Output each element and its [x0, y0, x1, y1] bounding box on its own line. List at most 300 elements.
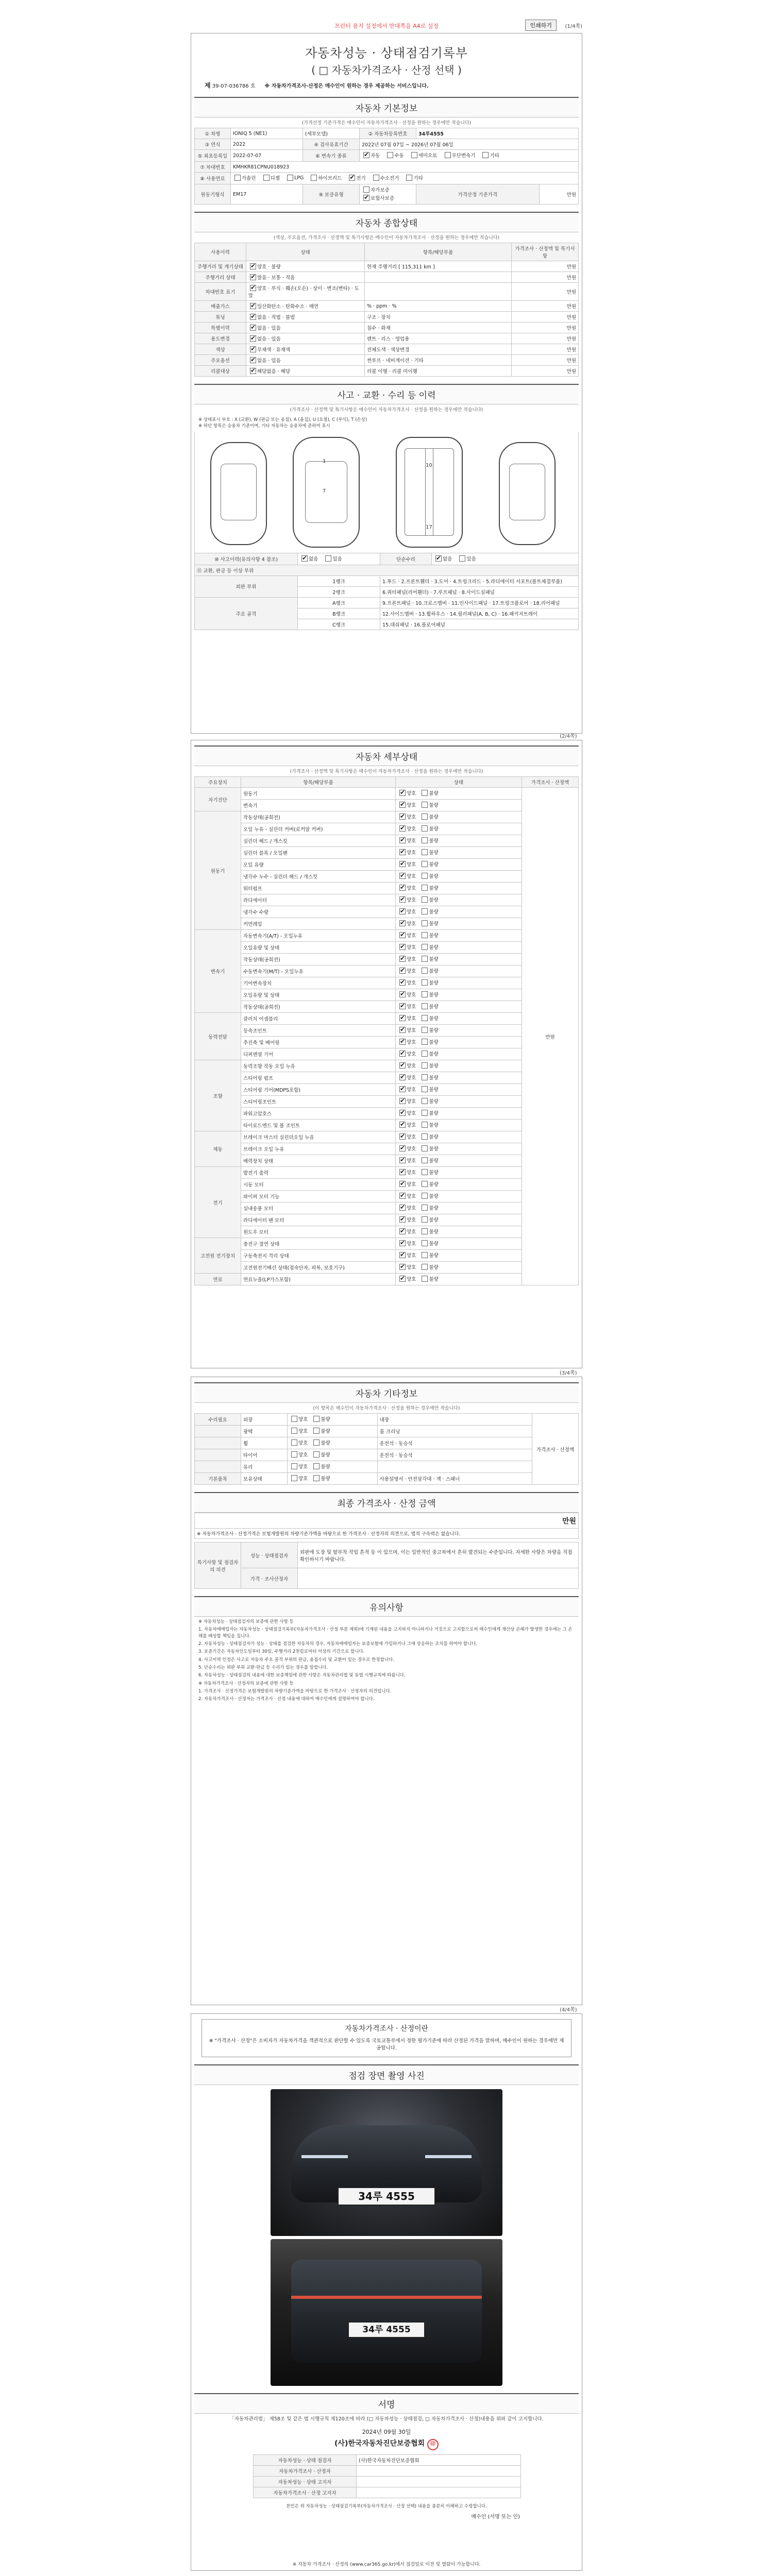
summary-state-checkbox[interactable]	[250, 346, 256, 352]
notice-item: 3. 보증기간은 자동차인도일부터 30일, 주행거리 2천킬로미터 이상의 기간으로 합니다.	[198, 1649, 365, 1655]
service-note: ※ 자동차가격조사·산정은 매수인이 원하는 경우 제공하는 서비스입니다.	[264, 83, 429, 89]
detail-row	[195, 1214, 579, 1226]
state-good-option	[398, 1003, 416, 1010]
state-bad-label: 불량	[429, 791, 439, 796]
detail-item-state	[396, 918, 522, 930]
state-bad-checkbox[interactable]	[422, 1110, 428, 1116]
etc-good-checkbox[interactable]	[291, 1475, 297, 1481]
etc-good-checkbox[interactable]	[291, 1428, 297, 1434]
state-good-option	[398, 920, 416, 927]
signer-role: 자동차가격조사 · 산정 고지자	[254, 2487, 357, 2498]
detail-item-state	[396, 1214, 522, 1226]
state-bad-checkbox[interactable]	[422, 1205, 428, 1211]
detail-item-label: 냉각수 수량	[241, 906, 396, 918]
accident-legend-2: ※ 하단 항목은 승용차 기준이며, 기타 자동차는 승용차에 준하여 표시	[198, 423, 330, 429]
opinion-2-value	[298, 1568, 579, 1589]
etc-item-b	[377, 1461, 532, 1473]
etc-good-checkbox[interactable]	[291, 1439, 297, 1446]
state-bad-checkbox[interactable]	[422, 979, 428, 986]
state-bad-label: 불량	[429, 874, 439, 879]
state-good-checkbox[interactable]	[399, 956, 406, 962]
summary-row-state	[246, 333, 365, 344]
state-good-label: 양호	[407, 1241, 416, 1247]
fuel-gas-checkbox[interactable]	[234, 175, 241, 181]
state-good-option	[398, 872, 416, 879]
state-good-checkbox[interactable]	[399, 1050, 406, 1057]
state-good-checkbox[interactable]	[399, 885, 406, 891]
detail-row	[195, 1013, 579, 1025]
state-bad-checkbox[interactable]	[422, 825, 428, 832]
state-bad-label: 불량	[429, 803, 439, 808]
summary-state-checkbox[interactable]	[250, 285, 256, 291]
state-good-checkbox[interactable]	[399, 1205, 406, 1211]
fuel-diesel-label: 디젤	[270, 176, 280, 181]
state-bad-label: 불량	[429, 945, 439, 951]
trans-cvt-label: 무단변속기	[451, 153, 476, 159]
detail-item-state	[396, 1060, 522, 1072]
detail-row	[195, 1250, 579, 1262]
state-bad-checkbox[interactable]	[422, 1169, 428, 1175]
detail-item-state	[396, 835, 522, 847]
state-bad-option	[420, 1275, 438, 1282]
state-good-checkbox[interactable]	[399, 1110, 406, 1116]
state-bad-checkbox[interactable]	[422, 837, 428, 843]
state-good-checkbox[interactable]	[399, 1003, 406, 1009]
detail-table	[194, 776, 579, 1285]
state-good-checkbox[interactable]	[399, 802, 406, 808]
state-good-option	[398, 1275, 416, 1282]
state-bad-label: 불량	[429, 1206, 439, 1211]
trans-auto-checkbox[interactable]	[363, 152, 369, 158]
state-good-checkbox[interactable]	[399, 1133, 406, 1140]
state-bad-label: 불량	[429, 1253, 439, 1259]
first-reg-value: 2022-07-07	[231, 150, 303, 162]
detail-group-label: 제동	[195, 1131, 241, 1167]
etc-bad-checkbox[interactable]	[313, 1451, 320, 1458]
state-bad-checkbox[interactable]	[422, 814, 428, 820]
summary-row	[195, 323, 579, 333]
warranty-ins-checkbox[interactable]	[363, 195, 369, 201]
state-bad-checkbox[interactable]	[422, 1039, 428, 1045]
summary-row-state	[246, 283, 365, 301]
state-bad-label: 불량	[429, 826, 439, 832]
print-button[interactable]: 인쇄하기	[525, 20, 557, 31]
state-good-label: 양호	[407, 969, 416, 974]
state-good-checkbox[interactable]	[399, 908, 406, 914]
state-good-option	[398, 801, 416, 808]
trans-auto-label: 자동	[371, 153, 380, 159]
state-good-checkbox[interactable]	[399, 1181, 406, 1187]
etc-bad-option	[312, 1439, 330, 1446]
price-info-box	[201, 2019, 572, 2057]
page-4-indicator: (4/4쪽)	[560, 2007, 577, 2013]
state-good-checkbox[interactable]	[399, 920, 406, 926]
state-good-checkbox[interactable]	[399, 1216, 406, 1223]
etc-bad-checkbox[interactable]	[313, 1416, 320, 1422]
state-good-checkbox[interactable]	[399, 1193, 406, 1199]
etc-bad-label: 불량	[321, 1417, 330, 1422]
etc-row	[195, 1414, 579, 1426]
detail-group-label: 고전원 전기장치	[195, 1238, 241, 1274]
summary-row-price: 만원	[512, 366, 579, 377]
accident-legend	[191, 415, 582, 432]
trans-options	[360, 150, 579, 162]
state-bad-checkbox[interactable]	[422, 802, 428, 808]
detail-item-label: 워터펌프	[241, 883, 396, 894]
summary-row	[195, 261, 579, 272]
etc-bad-label: 불량	[321, 1476, 330, 1482]
warranty-self-checkbox[interactable]	[363, 187, 369, 193]
state-bad-checkbox[interactable]	[422, 1050, 428, 1057]
state-good-checkbox[interactable]	[399, 1157, 406, 1163]
etc-good-option	[290, 1451, 308, 1458]
state-bad-checkbox[interactable]	[422, 1122, 428, 1128]
detail-row	[195, 1120, 579, 1131]
state-good-checkbox[interactable]	[399, 861, 406, 867]
final-price-title: 최종 가격조사 · 산정 금액	[194, 1492, 579, 1513]
detail-row	[195, 930, 579, 942]
state-bad-checkbox[interactable]	[422, 1086, 428, 1092]
state-bad-label: 불량	[429, 1134, 439, 1140]
state-bad-label: 불량	[429, 1229, 439, 1235]
detail-item-state	[396, 906, 522, 918]
detail-row	[195, 1131, 579, 1143]
state-bad-checkbox[interactable]	[422, 1098, 428, 1104]
detail-item-label: 시동 모터	[241, 1179, 396, 1191]
detail-item-state	[396, 1096, 522, 1108]
state-bad-checkbox[interactable]	[422, 1193, 428, 1199]
fuel-elec-checkbox[interactable]	[349, 175, 355, 181]
state-good-checkbox[interactable]	[399, 790, 406, 796]
detail-item-label: 오일유량 및 상태	[241, 989, 396, 1001]
etc-good-checkbox[interactable]	[291, 1451, 297, 1458]
state-bad-checkbox[interactable]	[422, 1216, 428, 1223]
state-bad-checkbox[interactable]	[422, 920, 428, 926]
etc-group	[195, 1461, 241, 1473]
summary-row-label: 차대번호 표기	[195, 283, 246, 301]
state-good-checkbox[interactable]	[399, 896, 406, 903]
state-bad-option	[420, 872, 438, 879]
state-bad-checkbox[interactable]	[422, 1015, 428, 1021]
price-info-title: 자동차가격조사 · 산정이란	[344, 2025, 429, 2033]
car-side-right-icon	[499, 442, 556, 545]
rankA-items: 9.프론트패널 · 10.크로스멤버 · 11.인사이드패널 · 17.트렁크플로어 · 18.리어패널	[380, 597, 579, 608]
state-good-checkbox[interactable]	[399, 1074, 406, 1080]
state-bad-checkbox[interactable]	[422, 1240, 428, 1246]
state-good-checkbox[interactable]	[399, 1039, 406, 1045]
state-bad-checkbox[interactable]	[422, 1074, 428, 1080]
state-good-checkbox[interactable]	[399, 814, 406, 820]
state-bad-option	[420, 1180, 438, 1188]
repair-none-checkbox[interactable]	[435, 555, 442, 562]
state-good-option	[398, 1145, 416, 1152]
state-bad-checkbox[interactable]	[422, 1228, 428, 1234]
accident-none-checkbox[interactable]	[301, 555, 308, 562]
detail-item-state	[396, 1274, 522, 1285]
state-bad-checkbox[interactable]	[422, 1252, 428, 1258]
summary-sub: (색상, 주요옵션, 가격조사 · 산정액 및 특기사항은 매수인이 자동차가격조사 · 산정을 원하는 경우에만 적습니다)	[273, 235, 500, 241]
state-bad-checkbox[interactable]	[422, 1157, 428, 1163]
summary-state-text: 없음 · 있음	[257, 326, 281, 331]
detail-item-state	[396, 1072, 522, 1084]
state-good-option	[398, 1086, 416, 1093]
state-good-checkbox[interactable]	[399, 968, 406, 974]
state-good-option	[398, 789, 416, 796]
summary-row	[195, 355, 579, 366]
summary-row-price: 만원	[512, 323, 579, 333]
state-good-option	[398, 860, 416, 868]
doc-no-suffix: 호	[250, 83, 256, 89]
state-bad-checkbox[interactable]	[422, 1133, 428, 1140]
summary-row	[195, 344, 579, 355]
state-bad-option	[420, 955, 438, 962]
etc-state-a	[288, 1426, 378, 1437]
state-good-checkbox[interactable]	[399, 1086, 406, 1092]
state-good-checkbox[interactable]	[399, 932, 406, 938]
state-good-checkbox[interactable]	[399, 849, 406, 855]
state-good-label: 양호	[407, 1229, 416, 1235]
etc-good-option	[290, 1439, 308, 1446]
state-good-option	[398, 1026, 416, 1033]
state-bad-checkbox[interactable]	[422, 956, 428, 962]
warranty-ins-label: 보험사보증	[371, 196, 394, 201]
etc-item-a: 유리	[241, 1461, 288, 1473]
etc-bad-checkbox[interactable]	[313, 1475, 320, 1481]
state-bad-checkbox[interactable]	[422, 908, 428, 914]
etc-bad-checkbox[interactable]	[313, 1439, 320, 1446]
state-good-checkbox[interactable]	[399, 837, 406, 843]
inspect-value: 2022년 07월 07일 ~ 2026년 07월 06일	[360, 139, 579, 150]
state-bad-label: 불량	[429, 1265, 439, 1270]
summary-state-checkbox[interactable]	[250, 303, 256, 309]
summary-state-checkbox[interactable]	[250, 325, 256, 331]
state-good-checkbox[interactable]	[399, 991, 406, 997]
state-good-checkbox[interactable]	[399, 1015, 406, 1021]
summary-state-checkbox[interactable]	[250, 274, 256, 280]
state-good-checkbox[interactable]	[399, 1252, 406, 1258]
state-good-checkbox[interactable]	[399, 1276, 406, 1282]
state-bad-checkbox[interactable]	[422, 849, 428, 855]
state-bad-label: 불량	[429, 1016, 439, 1022]
detail-row	[195, 1202, 579, 1214]
state-good-label: 양호	[407, 1277, 416, 1282]
state-good-checkbox[interactable]	[399, 979, 406, 986]
state-bad-label: 불량	[429, 886, 439, 891]
state-bad-checkbox[interactable]	[422, 861, 428, 867]
trans-cvt-checkbox[interactable]	[445, 152, 451, 158]
doc-title: 자동차성능 · 상태점검기록부	[305, 46, 468, 60]
etc-good-checkbox[interactable]	[291, 1416, 297, 1422]
detail-item-state	[396, 1155, 522, 1167]
etc-good-label: 양호	[298, 1476, 308, 1482]
state-good-checkbox[interactable]	[399, 873, 406, 879]
fuel-other-checkbox[interactable]	[406, 175, 412, 181]
summary-row-state	[246, 261, 365, 272]
state-good-option	[398, 1263, 416, 1270]
state-bad-checkbox[interactable]	[422, 790, 428, 796]
etc-group: 기본품목	[195, 1473, 241, 1485]
state-bad-label: 불량	[429, 969, 439, 974]
detail-item-state	[396, 965, 522, 977]
summary-state-checkbox[interactable]	[250, 357, 256, 363]
state-bad-checkbox[interactable]	[422, 1264, 428, 1270]
detail-item-state	[396, 871, 522, 883]
state-good-label: 양호	[407, 874, 416, 879]
summary-state-text: 없음 · 있음	[257, 358, 281, 364]
etc-bad-label: 불량	[321, 1464, 330, 1470]
trans-label: ⑥ 변속기 종류	[303, 150, 360, 162]
state-good-checkbox[interactable]	[399, 1027, 406, 1033]
detail-group-label: 자기진단	[195, 788, 241, 811]
summary-state-text: 없음 · 적법 · 불법	[257, 315, 295, 320]
detail-group-label: 동력전달	[195, 1013, 241, 1060]
state-good-option	[398, 991, 416, 998]
car-side-left-icon	[210, 442, 267, 545]
state-bad-checkbox[interactable]	[422, 1145, 428, 1151]
state-bad-checkbox[interactable]	[422, 885, 428, 891]
trans-manual-checkbox[interactable]	[387, 152, 393, 158]
state-bad-checkbox[interactable]	[422, 1181, 428, 1187]
state-good-checkbox[interactable]	[399, 1145, 406, 1151]
state-bad-label: 불량	[429, 1194, 439, 1199]
detail-group-label: 연료	[195, 1274, 241, 1285]
detail-item-label: 와이퍼 모터 기능	[241, 1191, 396, 1202]
detail-col-state: 상태	[396, 777, 522, 788]
state-bad-checkbox[interactable]	[422, 1062, 428, 1069]
fuel-hybrid-checkbox[interactable]	[311, 175, 317, 181]
state-bad-option	[420, 1109, 438, 1116]
repair-yes-checkbox[interactable]	[459, 555, 465, 562]
state-bad-checkbox[interactable]	[422, 968, 428, 974]
etc-bad-checkbox[interactable]	[313, 1463, 320, 1469]
state-bad-checkbox[interactable]	[422, 1276, 428, 1282]
state-good-option	[398, 1157, 416, 1164]
etc-price: 가격조사 · 산정액	[532, 1414, 579, 1485]
state-good-checkbox[interactable]	[399, 944, 406, 950]
trans-other-checkbox[interactable]	[482, 152, 489, 158]
state-bad-label: 불량	[429, 1063, 439, 1069]
state-good-checkbox[interactable]	[399, 825, 406, 832]
notice-item: ※ 자동차성능 · 상태점검자의 보증에 관한 사항 등	[198, 1619, 294, 1624]
inspection-photo-rear	[271, 2239, 502, 2386]
summary-state-checkbox[interactable]	[250, 335, 256, 342]
state-good-checkbox[interactable]	[399, 1169, 406, 1175]
state-bad-checkbox[interactable]	[422, 991, 428, 997]
state-bad-option	[420, 1086, 438, 1093]
etc-item-a: 보유상태	[241, 1473, 288, 1485]
state-bad-option	[420, 896, 438, 903]
state-good-option	[398, 1038, 416, 1045]
state-bad-checkbox[interactable]	[422, 1027, 428, 1033]
detail-item-state	[396, 977, 522, 989]
state-good-checkbox[interactable]	[399, 1264, 406, 1270]
state-good-option	[398, 979, 416, 986]
detail-row	[195, 1072, 579, 1084]
summary-state-checkbox[interactable]	[250, 368, 256, 374]
state-good-label: 양호	[407, 980, 416, 986]
trans-semi-checkbox[interactable]	[411, 152, 417, 158]
state-good-checkbox[interactable]	[399, 1122, 406, 1128]
state-good-checkbox[interactable]	[399, 1098, 406, 1104]
detail-item-label: 동력조향 작동 오일 누유	[241, 1060, 396, 1072]
state-good-option	[398, 967, 416, 974]
summary-row-price: 만원	[512, 312, 579, 323]
repair-label: 단순수리	[380, 553, 432, 565]
detail-row	[195, 823, 579, 835]
rank1-label: 1랭크	[298, 575, 380, 586]
detail-item-label: 타이로드엔드 및 볼 조인트	[241, 1120, 396, 1131]
fuel-elec-label: 전기	[356, 176, 366, 181]
state-bad-option	[420, 837, 438, 844]
state-good-checkbox[interactable]	[399, 1240, 406, 1246]
summary-title: 자동차 종합상태	[194, 212, 579, 232]
doc-no: 39-07-036786	[212, 83, 249, 89]
state-good-label: 양호	[407, 909, 416, 915]
summary-state-checkbox[interactable]	[250, 263, 256, 269]
sign-date: 2024년 09월 30일	[362, 2429, 411, 2436]
fuel-h2-checkbox[interactable]	[373, 175, 379, 181]
fuel-lpg-checkbox[interactable]	[287, 175, 293, 181]
state-bad-checkbox[interactable]	[422, 932, 428, 938]
notice-item: 1. 자동차매매업자는 자동차성능 · 상태점검기록부(자동차가격조사 · 산정 부분 제외)에 기재된 내용을 고지하지 아니하거나 거짓으로 고지함으로써 매수인에게 재산상 손해가 발생한 경우에는 그 손해를 배상할 책임을 집니다.	[198, 1627, 573, 1639]
state-good-label: 양호	[407, 1182, 416, 1188]
state-bad-label: 불량	[429, 1087, 439, 1093]
detail-item-label: 라디에이터	[241, 894, 396, 906]
summary-row-detail	[365, 283, 512, 301]
accident-sub: (가격조사 · 산정액 및 특기사항은 매수인이 자동차가격조사 · 산정을 원하는 경우에만 적습니다)	[290, 408, 483, 413]
state-bad-checkbox[interactable]	[422, 896, 428, 903]
etc-bad-checkbox[interactable]	[313, 1428, 320, 1434]
state-bad-option	[420, 1251, 438, 1259]
state-bad-checkbox[interactable]	[422, 944, 428, 950]
etc-good-label: 양호	[298, 1464, 308, 1470]
state-bad-checkbox[interactable]	[422, 1003, 428, 1009]
first-reg-label: ⑤ 최초등록일	[195, 150, 231, 162]
accident-yes-label: 있음	[332, 556, 342, 562]
summary-row-state	[246, 344, 365, 355]
state-good-label: 양호	[407, 1028, 416, 1033]
state-good-option	[398, 896, 416, 903]
fuel-diesel-checkbox[interactable]	[263, 175, 270, 181]
car-top-icon	[293, 437, 360, 548]
state-bad-label: 불량	[429, 897, 439, 903]
signer-row	[254, 2487, 521, 2498]
state-good-checkbox[interactable]	[399, 1062, 406, 1069]
etc-good-checkbox[interactable]	[291, 1463, 297, 1469]
etc-item-b: 룸 크리닝	[377, 1426, 532, 1437]
detail-item-label: 충전구 절연 상태	[241, 1238, 396, 1250]
signer-table	[253, 2454, 521, 2498]
detail-item-label: 냉각수 누수 - 실린더 헤드 / 개스킷	[241, 871, 396, 883]
state-bad-option	[420, 1145, 438, 1152]
state-good-checkbox[interactable]	[399, 1228, 406, 1234]
detail-col-main: 주요장치	[195, 777, 241, 788]
state-bad-option	[420, 1014, 438, 1022]
detail-item-label: 브레이크 마스터 실린더오일 누유	[241, 1131, 396, 1143]
basic-info-table	[194, 128, 579, 205]
detail-row	[195, 1274, 579, 1285]
state-bad-option	[420, 1157, 438, 1164]
summary-state-checkbox[interactable]	[250, 314, 256, 320]
state-good-option	[398, 1062, 416, 1069]
plate-value: 34루4555	[416, 128, 579, 139]
summary-row-price: 만원	[512, 333, 579, 344]
page-indicator: (1/4쪽)	[565, 24, 582, 29]
accident-none-label: 없음	[309, 556, 318, 562]
state-bad-checkbox[interactable]	[422, 873, 428, 879]
price-info-text: ※ "가격조사 · 산정"은 소비자가 자동차가격을 객관적으로 판단할 수 있도록 국토교통부에서 정한 평가기준에 따라 산정된 가격을 말하며, 매수인이 원하는 경우에만 제공합니다.	[209, 2038, 564, 2052]
accident-yes-checkbox[interactable]	[325, 555, 331, 562]
